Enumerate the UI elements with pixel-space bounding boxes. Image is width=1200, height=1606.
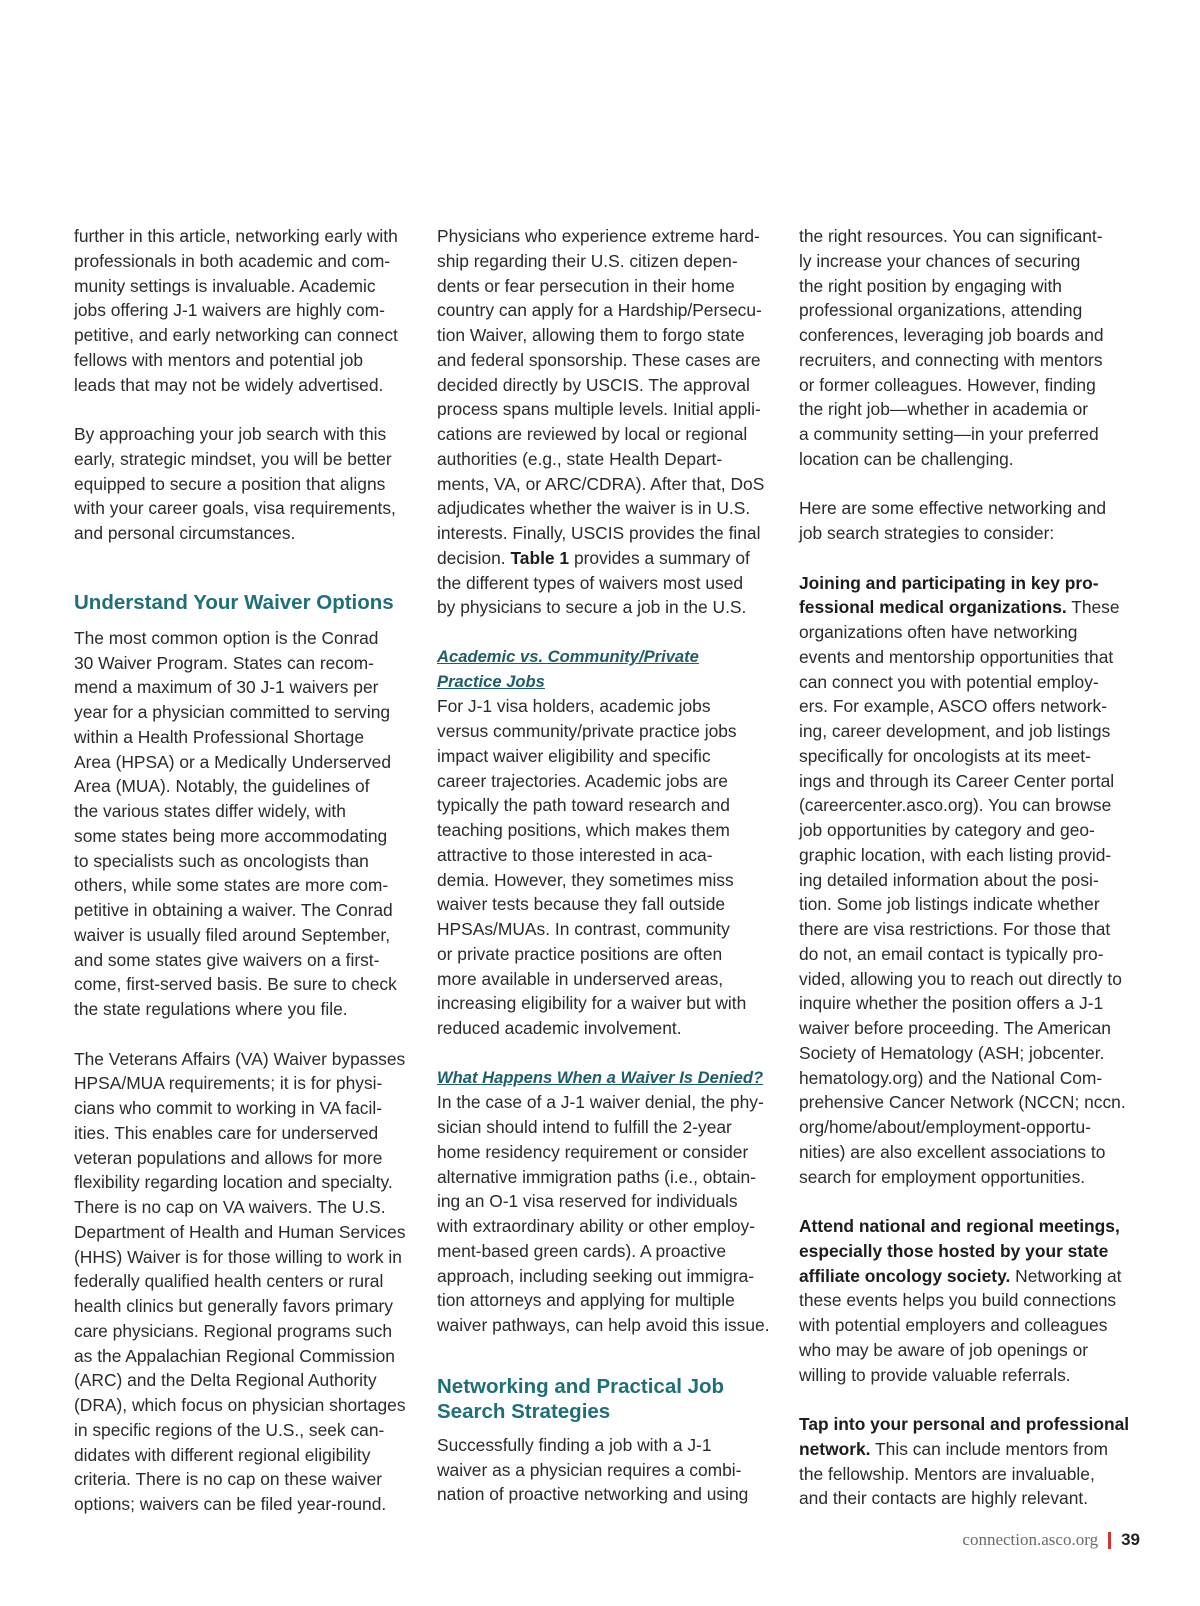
text-line: teaching positions, which makes them (437, 820, 730, 840)
paragraph (437, 645, 777, 1041)
text-line: the state regulations where you file. (74, 999, 348, 1019)
subheading: Academic vs. Community/Private (437, 646, 699, 666)
page-number: 39 (1121, 1530, 1140, 1549)
text-line: waiver is usually filed around September, (74, 924, 391, 945)
text-line: (DRA), which focus on physician shortages (74, 1395, 406, 1415)
text-line: leads that may not be widely advertised. (74, 374, 384, 395)
text-line: nities) are also excellent associations to (799, 1141, 1106, 1162)
paragraph (74, 422, 414, 546)
paragraph (437, 1433, 777, 1507)
text-line: tion Waiver, allowing them to forgo state (437, 325, 745, 345)
text-line: can connect you with potential employ- (799, 671, 1099, 692)
text-line: equipped to secure a position that aligns (74, 473, 386, 494)
text-line: in specific regions of the U.S., seek can- (74, 1419, 385, 1440)
text-line: In the case of a J-1 waiver denial, the phy- (437, 1092, 764, 1113)
text-line: the various states differ widely, with (74, 801, 346, 821)
text-line (437, 546, 777, 571)
text-line: country can apply for a Hardship/Persecu- (437, 300, 762, 321)
text-line: year for a physician committed to serving (74, 702, 391, 722)
text-line: and their contacts are highly relevant. (799, 1488, 1089, 1509)
text-line: process spans multiple levels. Initial appli- (437, 399, 761, 420)
text-line: interests. Finally, USCIS provides the final (437, 523, 761, 543)
text-line: mend a maximum of 30 J-1 waivers per (74, 677, 379, 698)
text-line: the different types of waivers most used (437, 572, 744, 593)
text-line: impact waiver eligibility and specific (437, 745, 711, 766)
text-line: waiver tests because they fall outside (437, 894, 726, 915)
text-line: petitive, and early networking can connect (74, 325, 398, 345)
text-line: veteran populations and allows for more (74, 1147, 383, 1168)
text-line (799, 1437, 1139, 1462)
text-line: conferences, leveraging job boards and (799, 325, 1104, 345)
text-run: Networking at (1010, 1265, 1122, 1286)
text-line: the right position by engaging with (799, 275, 1062, 296)
bold-lead: Tap into your personal and professional (799, 1414, 1130, 1434)
text-line: jobs offering J-1 waivers are highly com- (74, 300, 385, 321)
text-line: ings and through its Career Center portal (799, 770, 1115, 791)
text-line: Society of Hematology (ASH; jobcenter. (799, 1042, 1105, 1063)
text-line: HPSA/MUA requirements; it is for physi- (74, 1073, 383, 1094)
site-url[interactable]: connection.asco.org (962, 1530, 1099, 1549)
text-line: early, strategic mindset, you will be better (74, 448, 392, 469)
text-line: sician should intend to fulfill the 2-year (437, 1117, 732, 1137)
text-line: or former colleagues. However, finding (799, 374, 1096, 395)
text-line: hematology.org) and the National Com- (799, 1067, 1103, 1088)
text-line: health clinics but generally favors primary (74, 1296, 393, 1316)
text-line: willing to provide valuable referrals. (799, 1364, 1071, 1385)
text-line: Area (MUA). Notably, the guidelines of (74, 776, 370, 797)
text-line: flexibility regarding location and specialty. (74, 1172, 393, 1193)
text-line: there are visa restrictions. For those that (799, 919, 1111, 939)
column-2 (437, 224, 777, 1532)
text-line: waiver before proceeding. The American (799, 1018, 1111, 1038)
bold-lead: Attend national and regional meetings, (799, 1216, 1120, 1236)
text-line: with potential employers and colleagues (799, 1315, 1108, 1335)
text-line: ing an O-1 visa reserved for individuals (437, 1191, 738, 1212)
text-line: criteria. There is no cap on these waiver (74, 1469, 383, 1490)
text-line: or private practice positions are often (437, 943, 723, 964)
text-line: (HHS) Waiver is for those willing to work in (74, 1246, 402, 1267)
text-line: Successfully finding a job with a J-1 (437, 1434, 712, 1455)
text-line: For J-1 visa holders, academic jobs (437, 696, 711, 717)
text-line: career trajectories. Academic jobs are (437, 770, 728, 791)
heading-line: Networking and Practical Job (437, 1374, 725, 1398)
text-line: Department of Health and Human Services (74, 1221, 406, 1242)
text-line: events and mentorship opportunities that (799, 646, 1114, 667)
text-run: This can include mentors from (870, 1438, 1108, 1459)
text-line: search for employment opportunities. (799, 1166, 1086, 1187)
text-line: 30 Waiver Program. States can recom- (74, 652, 374, 673)
text-line: as the Appalachian Regional Commission (74, 1345, 395, 1366)
paragraph (437, 224, 777, 620)
text-line: recruiters, and connecting with mentors (799, 349, 1103, 370)
paragraph (74, 224, 414, 397)
text-line: tion. Some job listings indicate whether (799, 894, 1100, 915)
subheading: What Happens When a Waiver Is Denied? (437, 1067, 764, 1087)
text-line: ment-based green cards). A proactive (437, 1240, 727, 1261)
paragraph (799, 1214, 1139, 1387)
text-line: By approaching your job search with this (74, 424, 387, 444)
text-line: authorities (e.g., state Health Depart- (437, 448, 723, 469)
text-line: a community setting—in your preferred (799, 424, 1099, 444)
paragraph (799, 224, 1139, 472)
text-line: org/home/about/employment-opportu- (799, 1117, 1091, 1137)
text-line: nation of proactive networking and using (437, 1484, 749, 1505)
text-line: and some states give waivers on a first- (74, 949, 380, 970)
text-line: Here are some effective networking and (799, 498, 1107, 519)
section-heading (437, 1374, 777, 1424)
text-line: fellows with mentors and potential job (74, 349, 364, 370)
text-line (799, 595, 1139, 620)
text-line: petitive in obtaining a waiver. The Conrad (74, 900, 393, 920)
text-run: provides a summary of (569, 547, 750, 568)
column-1 (74, 224, 414, 1542)
paragraph (74, 626, 414, 1022)
text-line: There is no cap on VA waivers. The U.S. (74, 1197, 386, 1217)
text-run: These (1066, 597, 1120, 618)
paragraph (437, 1066, 777, 1338)
text-line: Area (HPSA) or a Medically Underserved (74, 751, 392, 772)
text-line: demia. However, they sometimes miss (437, 869, 734, 890)
text-line: further in this article, networking early with (74, 226, 398, 246)
bold-lead: Joining and participating in key pro- (799, 572, 1099, 593)
text-line: The Veterans Affairs (VA) Waiver bypasses (74, 1048, 406, 1069)
text-line: approach, including seeking out immigra- (437, 1265, 755, 1286)
bold-lead: fessional medical organizations. (799, 597, 1067, 618)
text-line: ers. For example, ASCO offers network- (799, 696, 1107, 717)
text-line: organizations often have networking (799, 622, 1078, 642)
text-line: cations are reviewed by local or regional (437, 424, 748, 444)
table-reference: Table 1 (510, 547, 570, 568)
text-line: ship regarding their U.S. citizen depen- (437, 250, 738, 271)
text-line: the fellowship. Mentors are invaluable, (799, 1463, 1095, 1484)
text-line: home residency requirement or consider (437, 1141, 749, 1162)
text-line: decided directly by USCIS. The approval (437, 374, 750, 395)
text-line: vided, allowing you to reach out directly to (799, 968, 1122, 989)
text-line: munity settings is invaluable. Academic (74, 275, 376, 296)
bold-lead: network. (799, 1438, 871, 1459)
paragraph (799, 496, 1139, 546)
text-line: ly increase your chances of securing (799, 250, 1081, 271)
text-line: (ARC) and the Delta Regional Authority (74, 1370, 377, 1391)
page-footer (962, 1530, 1140, 1550)
text-line: by physicians to secure a job in the U.S. (437, 597, 747, 618)
text-line: more available in underserved areas, (437, 968, 724, 989)
text-line: location can be challenging. (799, 448, 1014, 469)
text-line: waiver as a physician requires a combi- (437, 1459, 742, 1480)
text-line: cians who commit to working in VA facil- (74, 1098, 382, 1118)
text-line (799, 1264, 1139, 1289)
text-line: attractive to those interested in aca- (437, 844, 713, 865)
text-line: to specialists such as oncologists than (74, 850, 369, 871)
text-line: federally qualified health centers or rural (74, 1271, 384, 1292)
text-line: alternative immigration paths (i.e., obtain- (437, 1166, 756, 1187)
text-line: versus community/private practice jobs (437, 721, 737, 741)
text-line: reduced academic involvement. (437, 1018, 682, 1038)
text-line: ing, career development, and job listings (799, 721, 1111, 741)
text-line: dents or fear persecution in their home (437, 275, 735, 296)
text-line: typically the path toward research and (437, 795, 730, 816)
text-line: with your career goals, visa requirements, (74, 498, 396, 519)
text-line: some states being more accommodating (74, 825, 388, 846)
text-line: job opportunities by category and geo- (799, 820, 1095, 840)
subheading: Practice Jobs (437, 671, 545, 691)
text-line: (careercenter.asco.org). You can browse (799, 795, 1112, 816)
text-line: come, first-served basis. Be sure to check (74, 974, 397, 995)
bold-lead: affiliate oncology society. (799, 1265, 1011, 1286)
text-line: prehensive Cancer Network (NCCN; nccn. (799, 1092, 1126, 1113)
column-3 (799, 224, 1139, 1536)
text-line: ities. This enables care for underserved (74, 1122, 379, 1143)
text-line: professionals in both academic and com- (74, 250, 391, 271)
text-line: graphic location, with each listing provid- (799, 844, 1112, 865)
text-line: inquire whether the position offers a J-1 (799, 993, 1104, 1014)
text-line: Physicians who experience extreme hard- (437, 226, 760, 246)
paragraph (74, 1047, 414, 1517)
text-line: The most common option is the Conrad (74, 627, 379, 648)
section-heading: Understand Your Waiver Options (74, 590, 394, 614)
text-line: tion attorneys and applying for multiple (437, 1290, 735, 1311)
text-line: ing detailed information about the posi- (799, 869, 1099, 890)
text-line: ments, VA, or ARC/CDRA). After that, DoS (437, 473, 765, 494)
text-line: within a Health Professional Shortage (74, 726, 365, 747)
text-line: others, while some states are more com- (74, 875, 389, 896)
text-line: job search strategies to consider: (799, 523, 1055, 543)
bold-lead: especially those hosted by your state (799, 1240, 1109, 1261)
text-line: the right resources. You can significant- (799, 226, 1103, 246)
text-line: care physicians. Regional programs such (74, 1320, 393, 1341)
text-line: options; waivers can be filed year-round. (74, 1494, 387, 1514)
text-line: with extraordinary ability or other employ- (437, 1216, 755, 1236)
text-line: and personal circumstances. (74, 523, 296, 543)
footer-divider (1108, 1532, 1111, 1549)
text-line: didates with different regional eligibility (74, 1444, 371, 1465)
text-line: professional organizations, attending (799, 300, 1083, 321)
text-line: and federal sponsorship. These cases are (437, 349, 761, 370)
heading-line: Search Strategies (437, 1399, 611, 1423)
text-run: decision. (437, 547, 511, 568)
paragraph (799, 1412, 1139, 1511)
text-line: who may be aware of job openings or (799, 1339, 1089, 1360)
paragraph (799, 571, 1139, 1190)
text-line: these events helps you build connections (799, 1290, 1117, 1311)
text-line: adjudicates whether the waiver is in U.S. (437, 498, 751, 519)
text-line: HPSAs/MUAs. In contrast, community (437, 919, 730, 939)
text-line: waiver pathways, can help avoid this issue. (437, 1315, 770, 1335)
text-line: increasing eligibility for a waiver but with (437, 993, 747, 1014)
text-line: the right job—whether in academia or (799, 399, 1089, 420)
text-line: specifically for oncologists at its meet- (799, 745, 1091, 766)
text-line: do not, an email contact is typically pro- (799, 943, 1104, 964)
